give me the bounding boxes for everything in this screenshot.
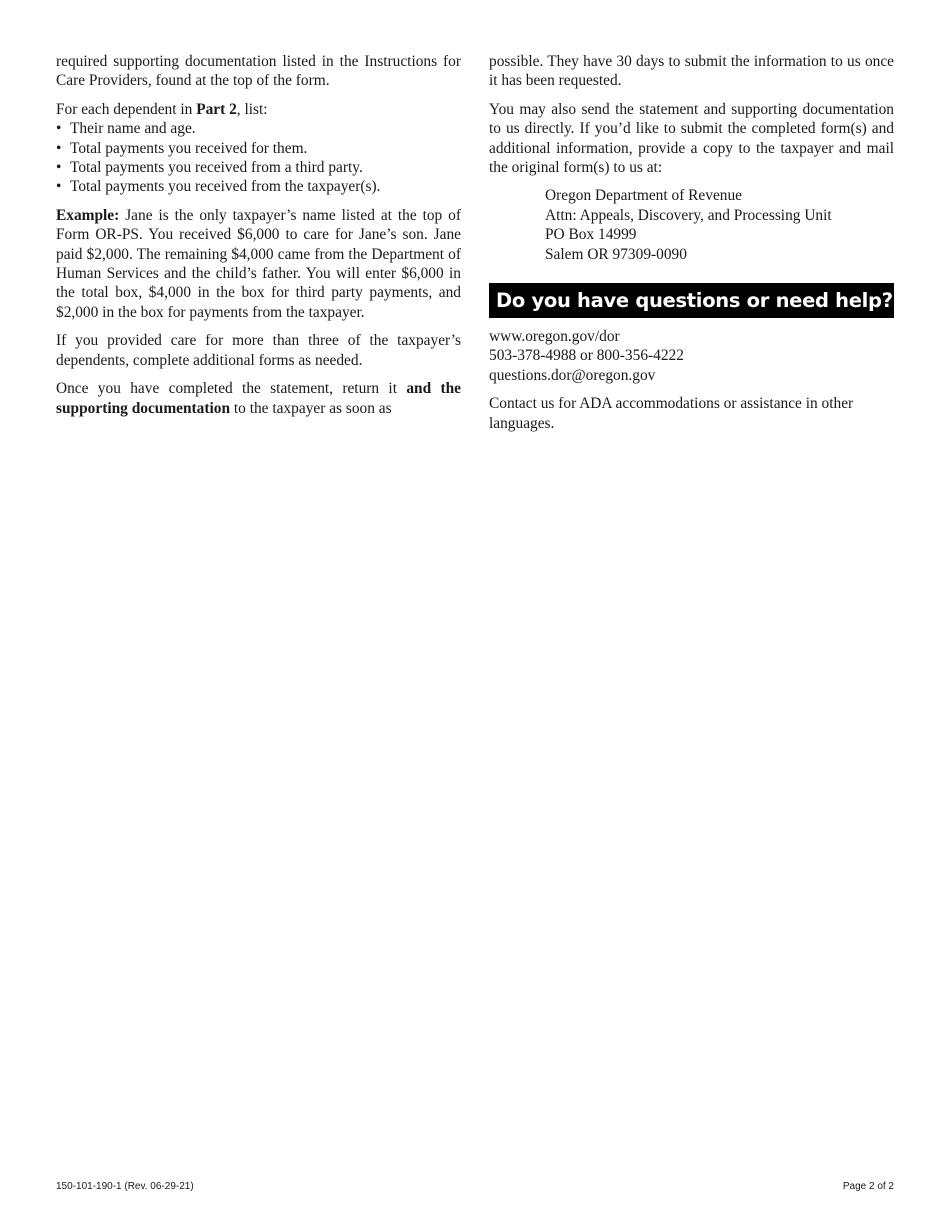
list-item: • Their name and age.: [56, 119, 461, 138]
address-line: Salem OR 97309-0090: [545, 245, 687, 263]
list-item: • Total payments you received from the taxpayer(s).: [56, 177, 461, 196]
part-2-reference: Part 2: [196, 100, 237, 118]
additional-forms-paragraph: If you provided care for more than three of the taxpayer’s dependents, complete additional forms as needed.: [56, 332, 461, 369]
ada-paragraph: Contact us for ADA accommodations or assistance in other languages.: [489, 395, 854, 432]
contact-info: [489, 327, 894, 385]
address-line: Oregon Department of Revenue: [545, 187, 743, 205]
instructions-continued-paragraph: required supporting documentation listed in the Instructions for Care Providers, found at the top of the form.: [56, 53, 461, 90]
submission-deadline-paragraph: possible. They have 30 days to submit the information to us once it has been requested.: [489, 53, 894, 90]
website-link[interactable]: www.oregon.gov/dor: [489, 328, 620, 346]
phone-numbers: 503-378-4988 or 800-356-4222: [489, 347, 684, 365]
mailing-address: [545, 186, 894, 264]
list-item: • Total payments you received for them.: [56, 139, 461, 158]
dependent-list-intro: For each dependent in Part 2, list:: [56, 100, 268, 118]
example-label: Example:: [56, 206, 120, 224]
return-statement-paragraph: Once you have completed the statement, return it and the supporting documentation to the taxpayer as soon as: [56, 380, 461, 417]
email-link[interactable]: questions.dor@oregon.gov: [489, 366, 656, 384]
direct-submission-paragraph: You may also send the statement and supporting documentation to us directly. If you’d like to submit the completed form(s) and additional information, provide a copy to the taxpayer and mail the original form(s) to us at:: [489, 100, 894, 177]
example-paragraph: Example: Jane is the only taxpayer’s name listed at the top of Form OR-PS. You received $6,000 to care for Jane’s son. Jane paid $2,000. The remaining $4,000 came from the Department of Human Services and the child’s father. You will enter $6,000 in the total box, $4,000 in the box for third party payments, and $2,000 in the box for payments from the taxpayer.: [56, 206, 461, 321]
page-number: Page 2 of 2: [842, 1181, 894, 1192]
form-number: 150-101-190-1 (Rev. 06-29-21): [56, 1181, 194, 1192]
address-line: PO Box 14999: [545, 226, 637, 244]
supporting-documentation-emphasis: and the supporting documentation: [56, 380, 461, 417]
dependent-info-list: [56, 119, 461, 197]
left-column: [56, 52, 461, 427]
help-section-heading: Do you have questions or need help?: [489, 283, 894, 318]
right-column: [489, 52, 894, 442]
address-line: Attn: Appeals, Discovery, and Processing Unit: [545, 206, 832, 224]
list-item: • Total payments you received from a third party.: [56, 158, 461, 177]
